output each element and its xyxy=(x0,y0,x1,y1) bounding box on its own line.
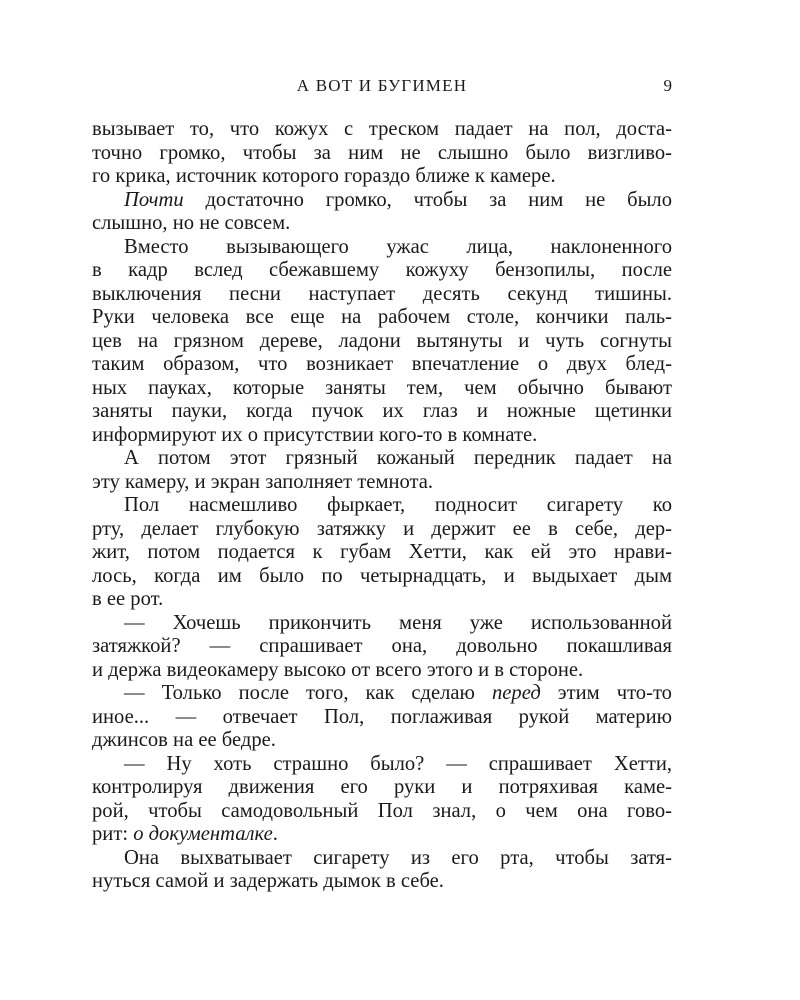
text-segment: слышно, но не совсем. xyxy=(92,212,291,234)
text-line xyxy=(92,612,672,636)
text-line xyxy=(92,400,672,424)
text-line xyxy=(92,142,672,166)
text-segment: в ее рот. xyxy=(92,588,164,610)
text-line xyxy=(92,330,672,354)
text-line xyxy=(92,306,672,330)
text-line xyxy=(92,635,672,659)
text-line xyxy=(92,424,672,448)
running-title: А ВОТ И БУГИМЕН xyxy=(296,76,468,95)
text-segment: Вместо вызывающего ужас лица, наклоненного xyxy=(124,235,672,258)
paragraph xyxy=(92,236,672,448)
text-line xyxy=(92,659,672,683)
paragraph xyxy=(92,753,672,847)
text-line xyxy=(92,353,672,377)
text-segment: точно громко, чтобы за ним не слышно было визгливо- xyxy=(92,141,672,164)
text-line xyxy=(92,753,672,777)
text-segment: жит, потом подается к губам Хетти, как ей это нрави- xyxy=(92,541,672,563)
text-segment: таким образом, что возникает впечатление о двух блед- xyxy=(92,353,672,375)
text-line xyxy=(92,189,672,213)
text-segment: го крика, источник которого гораздо ближе к камере. xyxy=(92,165,556,187)
text-segment: заняты пауки, когда пучок их глаз и ножные щетинки xyxy=(92,400,672,422)
text-line xyxy=(92,283,672,307)
text-segment: ных пауках, которые заняты тем, чем обычно бывают xyxy=(92,376,672,399)
body-text xyxy=(92,118,672,894)
text-line xyxy=(92,588,672,612)
running-head xyxy=(92,76,672,100)
text-line xyxy=(92,776,672,800)
text-line xyxy=(92,259,672,283)
paragraph xyxy=(92,447,672,494)
text-line xyxy=(92,729,672,753)
italic-text: Почти xyxy=(124,188,184,211)
text-segment: затяжкой? — спрашивает она, довольно покашливая xyxy=(92,635,672,657)
text-segment: рой, чтобы самодовольный Пол знал, о чем она гово- xyxy=(92,799,672,822)
paragraph xyxy=(92,847,672,894)
italic-text: о документалке xyxy=(133,823,273,845)
text-segment: выключения песни наступает десять секунд тишины. xyxy=(92,282,672,305)
text-segment: вызывает то, что кожух с треском падает на пол, доста- xyxy=(92,118,672,140)
text-line xyxy=(92,870,672,894)
text-segment: Пол насмешливо фыркает, подносит сигарету ко xyxy=(124,494,672,516)
text-segment: эту камеру, и экран заполняет темнота. xyxy=(92,470,434,493)
text-segment: рит: xyxy=(92,823,134,845)
text-line xyxy=(92,847,672,871)
text-line xyxy=(92,706,672,730)
paragraph xyxy=(92,118,672,189)
text-segment: в кадр вслед сбежавшему кожуху бензопилы, после xyxy=(92,259,672,281)
italic-text: перед xyxy=(491,682,541,704)
text-segment: информируют их о присутствии кого-то в комнате. xyxy=(92,423,538,446)
text-segment: А потом этот грязный кожаный передник падает на xyxy=(124,447,672,469)
text-segment: лось, когда им было по четырнадцать, и выдыхает дым xyxy=(92,564,672,587)
text-line xyxy=(92,682,672,706)
text-line xyxy=(92,236,672,260)
text-segment: Руки человека все еще на рабочем столе, кончики паль- xyxy=(92,306,672,328)
text-segment: достаточно громко, чтобы за ним не было xyxy=(183,188,672,211)
text-segment: — Хочешь прикончить меня уже использованной xyxy=(124,611,672,634)
text-line xyxy=(92,212,672,236)
text-line xyxy=(92,541,672,565)
text-line xyxy=(92,471,672,495)
text-segment: контролируя движения его руки и потряхивая камe- xyxy=(92,776,672,798)
text-line xyxy=(92,565,672,589)
text-line xyxy=(92,447,672,471)
page-number: 9 xyxy=(663,76,672,95)
text-segment: рту, делает глубокую затяжку и держит ее в себе, дер- xyxy=(92,517,672,540)
text-segment: цев на грязном дереве, ладони вытянуты и чуть согнуты xyxy=(92,329,672,352)
text-segment: нуться самой и задержать дымок в себе. xyxy=(92,870,444,892)
text-line xyxy=(92,823,672,847)
paragraph xyxy=(92,189,672,236)
text-segment: Она выхватывает сигарету из его рта, чтобы затя- xyxy=(124,846,672,869)
paragraph xyxy=(92,494,672,612)
text-line xyxy=(92,800,672,824)
text-segment: этим что-то xyxy=(540,682,672,704)
text-segment: и держа видеокамеру высоко от всего этого и в стороне. xyxy=(92,658,584,681)
text-segment: — Ну хоть страшно было? — спрашивает Хетти, xyxy=(124,752,672,775)
text-line xyxy=(92,494,672,518)
text-line xyxy=(92,165,672,189)
paragraph xyxy=(92,612,672,683)
text-segment: — Только после того, как сделаю xyxy=(124,682,492,704)
text-segment: . xyxy=(272,823,278,845)
text-segment: джинсов на ее бедре. xyxy=(92,729,276,751)
text-line xyxy=(92,118,672,142)
paragraph xyxy=(92,682,672,753)
text-line xyxy=(92,518,672,542)
text-line xyxy=(92,377,672,401)
text-segment: иное... — отвечает Пол, поглаживая рукой материю xyxy=(92,705,672,728)
